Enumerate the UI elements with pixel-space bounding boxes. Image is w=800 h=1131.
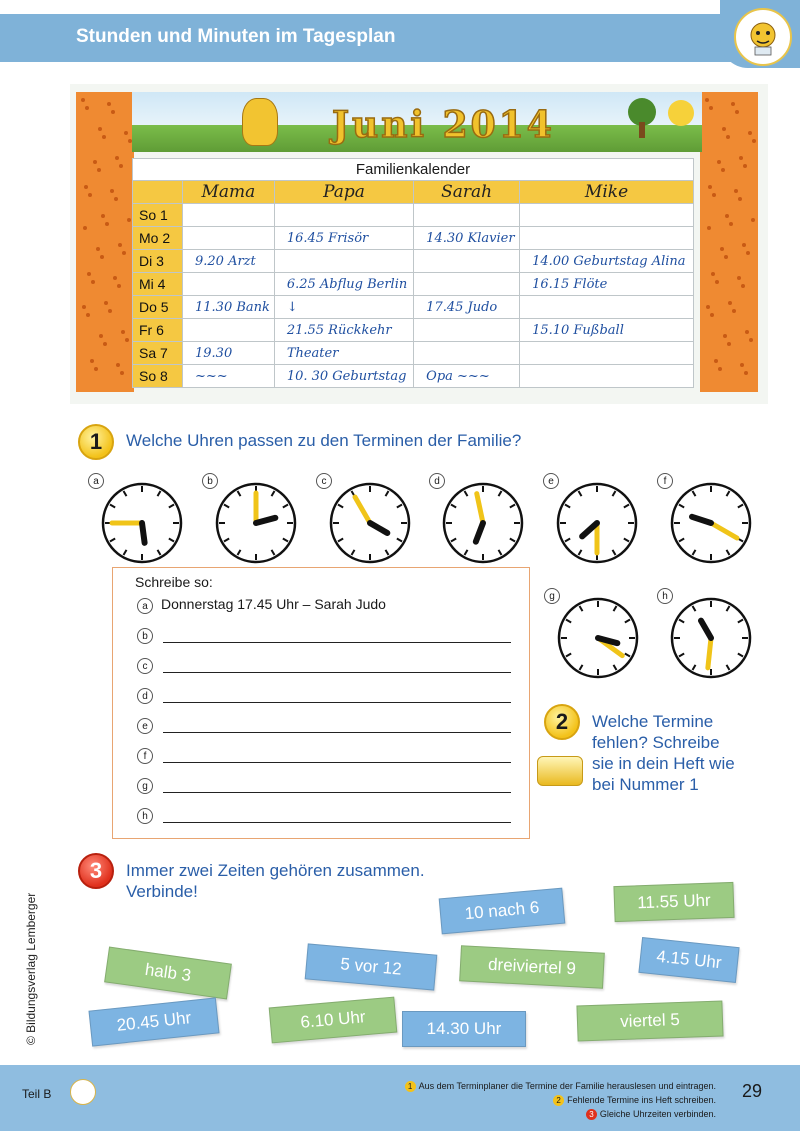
clock-b [214, 481, 298, 565]
calendar-row [133, 227, 694, 250]
calendar-row [133, 319, 694, 342]
calendar-entry: 16.15 Flöte [520, 273, 694, 296]
calendar-left-border [76, 92, 134, 392]
calendar-entry: 17.45 Judo [414, 296, 520, 319]
note-badge: 2 [553, 1095, 564, 1106]
calendar-day: Mo 2 [133, 227, 183, 250]
answer-letter: f [137, 748, 153, 764]
answer-line[interactable] [163, 672, 511, 673]
calendar-entry [183, 273, 275, 296]
exercise-1-question: Welche Uhren passen zu den Terminen der Familie? [126, 431, 522, 450]
calendar-entry [274, 250, 413, 273]
family-calendar [70, 84, 768, 404]
clock-letter: f [657, 473, 673, 489]
answer-box [112, 567, 530, 839]
clock-face-icon [214, 481, 298, 565]
exercise-1-badge: 1 [78, 424, 114, 460]
clock-face-icon [669, 481, 753, 565]
clock-c [328, 481, 412, 565]
time-card[interactable]: 10 nach 6 [439, 888, 566, 935]
time-card[interactable]: 20.45 Uhr [88, 997, 219, 1046]
answer-heading: Schreibe so: [135, 574, 213, 590]
notebook-icon [537, 756, 583, 786]
calendar-corner [133, 181, 183, 204]
page-number: 29 [742, 1081, 763, 1101]
time-card[interactable]: 6.10 Uhr [269, 997, 398, 1044]
calendar-entry [414, 273, 520, 296]
calendar-day: Mi 4 [133, 273, 183, 296]
calendar-entry: 21.55 Rückkehr [274, 319, 413, 342]
calendar-banner [132, 92, 702, 152]
calendar-entry [520, 204, 694, 227]
calendar-day: So 8 [133, 365, 183, 388]
note-badge: 3 [586, 1109, 597, 1120]
calendar-entry [183, 227, 275, 250]
calendar-entry: 16.45 Frisör [274, 227, 413, 250]
calendar-entry [520, 365, 694, 388]
exercise-3-text [126, 860, 425, 902]
calendar-entry [183, 319, 275, 342]
clock-letter: b [202, 473, 218, 489]
time-card[interactable]: 4.15 Uhr [638, 937, 739, 983]
exercise-3-line: Verbinde! [126, 882, 198, 901]
copyright-notice: © Bildungsverlag Lemberger [24, 892, 38, 1045]
calendar-row [133, 204, 694, 227]
answer-letter: h [137, 808, 153, 824]
clock-face-icon [441, 481, 525, 565]
calendar-day: Fr 6 [133, 319, 183, 342]
teacher-note [405, 1107, 716, 1121]
answer-line[interactable] [163, 642, 511, 643]
answer-letter: a [137, 598, 153, 614]
time-card[interactable]: 5 vor 12 [305, 943, 438, 990]
calendar-entry: ~~~ [183, 365, 275, 388]
clock-letter: h [657, 588, 673, 604]
time-card[interactable]: 14.30 Uhr [402, 1011, 526, 1047]
calendar-entry [520, 227, 694, 250]
sun-icon [668, 100, 694, 126]
exercise-3-line: Immer zwei Zeiten gehören zusammen. [126, 861, 425, 880]
calendar-entry: 19.30 [183, 342, 275, 365]
calendar-entry: 14.00 Geburtstag Alina [520, 250, 694, 273]
column-header: Mike [520, 181, 694, 204]
clock-letter: a [88, 473, 104, 489]
teacher-notes [405, 1079, 716, 1121]
calendar-entry: 14.30 Klavier [414, 227, 520, 250]
page-title: Stunden und Minuten im Tagesplan [76, 26, 396, 47]
calendar-entry [183, 204, 275, 227]
calendar-entry: 11.30 Bank [183, 296, 275, 319]
note-text: Aus dem Terminplaner die Termine der Familie herauslesen und eintragen. [418, 1081, 716, 1091]
calendar-caption: Familienkalender [133, 159, 694, 181]
tiger-icon [242, 98, 278, 146]
calendar-day: Di 3 [133, 250, 183, 273]
calendar-right-border [700, 92, 758, 392]
exercise-2-line: Welche Termine [592, 712, 714, 731]
note-text: Gleiche Uhrzeiten verbinden. [599, 1109, 716, 1119]
calendar-day: Sa 7 [133, 342, 183, 365]
calendar-entry [414, 250, 520, 273]
answer-letter: g [137, 778, 153, 794]
calendar-entry [414, 342, 520, 365]
page-footer [0, 1065, 800, 1131]
answer-letter: c [137, 658, 153, 674]
exercise-2-text [592, 711, 735, 795]
calendar-entry [520, 342, 694, 365]
clock-face-icon [556, 596, 640, 680]
calendar-row [133, 365, 694, 388]
calendar-row [133, 296, 694, 319]
clock-face-icon [669, 596, 753, 680]
column-header: Sarah [414, 181, 520, 204]
clock-a [100, 481, 184, 565]
clock-face-icon [555, 481, 639, 565]
answer-line[interactable] [163, 702, 511, 703]
calendar-day: Do 5 [133, 296, 183, 319]
tiger-small-icon [70, 1079, 96, 1105]
exercise-2-line: fehlen? Schreibe [592, 733, 720, 752]
clock-face-icon [328, 481, 412, 565]
clock-letter: g [544, 588, 560, 604]
calendar-entry: 9.20 Arzt [183, 250, 275, 273]
exercise-2-line: bei Nummer 1 [592, 775, 699, 794]
answer-line[interactable] [163, 762, 511, 763]
teacher-note [405, 1079, 716, 1093]
calendar-row [133, 250, 694, 273]
calendar-entry: Theater [274, 342, 413, 365]
clock-face-icon [100, 481, 184, 565]
time-card[interactable]: viertel 5 [576, 1000, 723, 1041]
calendar-table [132, 158, 694, 388]
calendar-entry [274, 204, 413, 227]
column-header: Papa [274, 181, 413, 204]
time-card[interactable]: 11.55 Uhr [613, 882, 734, 922]
note-badge: 1 [405, 1081, 416, 1092]
time-card[interactable]: halb 3 [104, 947, 232, 1000]
note-text: Fehlende Termine ins Heft schreiben. [567, 1095, 716, 1105]
calendar-row [133, 342, 694, 365]
exercise-3-badge: 3 [78, 853, 114, 889]
calendar-entry: ↓ [274, 296, 413, 319]
calendar-entry: 15.10 Fußball [520, 319, 694, 342]
column-header: Mama [183, 181, 275, 204]
clock-g [556, 596, 640, 680]
calendar-entry [414, 319, 520, 342]
page-header [0, 0, 800, 68]
answer-line[interactable] [163, 792, 511, 793]
calendar-row [133, 273, 694, 296]
calendar-entry: Opa ~~~ [414, 365, 520, 388]
teacher-note [405, 1093, 716, 1107]
exercise-2-badge: 2 [544, 704, 580, 740]
answer-letter: d [137, 688, 153, 704]
clock-letter: c [316, 473, 332, 489]
clock-d [441, 481, 525, 565]
clock-letter: e [543, 473, 559, 489]
calendar-title: Juni 2014 [332, 104, 555, 146]
calendar-day: So 1 [133, 204, 183, 227]
clock-h [669, 596, 753, 680]
footer-section-label: Teil B [22, 1087, 52, 1101]
answer-line[interactable] [163, 822, 511, 823]
answer-letter: e [137, 718, 153, 734]
minute-hand [708, 638, 711, 668]
tiger-logo-icon [734, 8, 792, 66]
clock-e [555, 481, 639, 565]
answer-sample: Donnerstag 17.45 Uhr – Sarah Judo [161, 596, 386, 612]
exercise-2-line: sie in dein Heft wie [592, 754, 735, 773]
answer-letter: b [137, 628, 153, 644]
calendar-entry [520, 296, 694, 319]
hour-hand [142, 523, 145, 543]
time-card[interactable]: dreiviertel 9 [459, 945, 605, 988]
clock-f [669, 481, 753, 565]
tree-trunk [639, 122, 645, 138]
calendar-entry: 10. 30 Geburtstag [274, 365, 413, 388]
clock-letter: d [429, 473, 445, 489]
calendar-entry: 6.25 Abflug Berlin [274, 273, 413, 296]
answer-line[interactable] [163, 732, 511, 733]
calendar-entry [414, 204, 520, 227]
